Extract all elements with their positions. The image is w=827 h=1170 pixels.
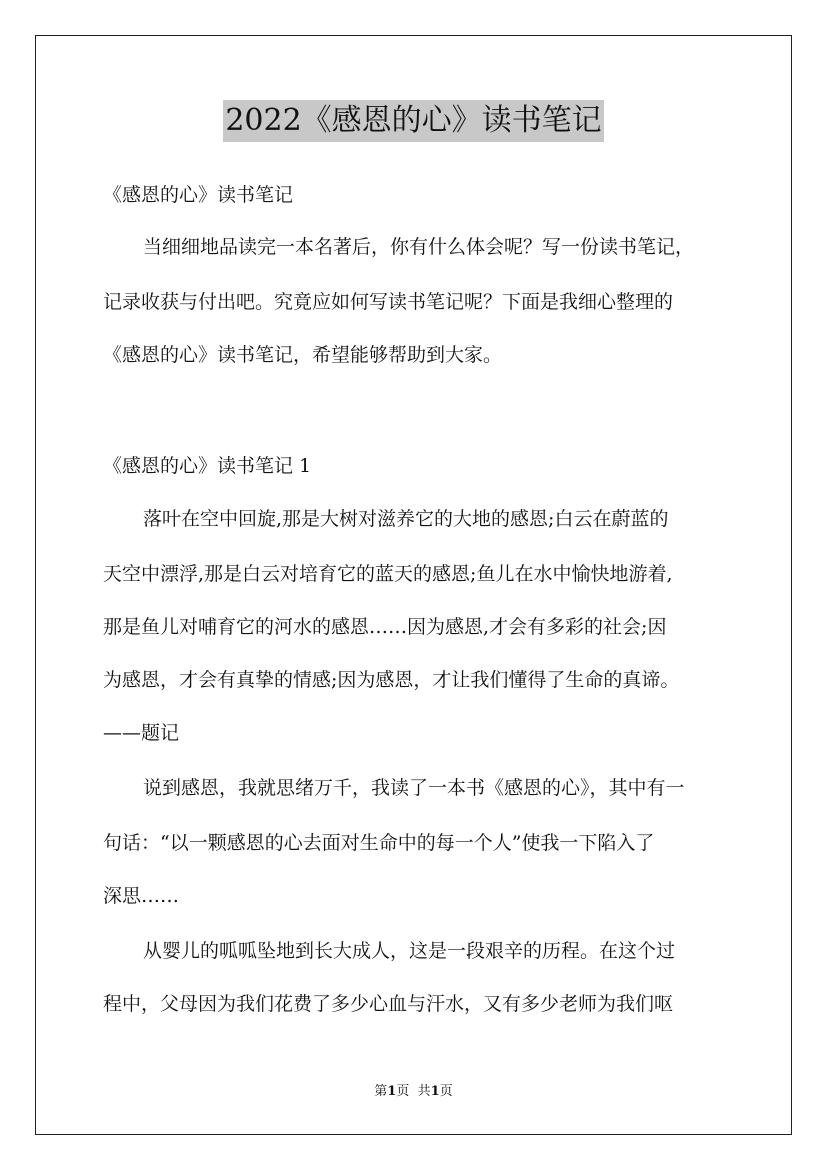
paragraph-line: 说到感恩，我就思绪万千，我读了一本书《感恩的心》，其中有一 bbox=[143, 777, 685, 799]
footer-page-prefix: 第 bbox=[374, 1084, 388, 1099]
epigraph-attribution: ——题记 bbox=[103, 722, 180, 744]
paragraph-line: 程中，父母因为我们花费了多少心血与汗水，又有多少老师为我们呕 bbox=[103, 993, 674, 1015]
page-footer bbox=[0, 1083, 827, 1101]
paragraph-line: 从婴儿的呱呱坠地到长大成人，这是一段艰辛的历程。在这个过 bbox=[143, 940, 676, 962]
paragraph-line: 那是鱼儿对哺育它的河水的感恩……因为感恩,才会有多彩的社会;因 bbox=[103, 616, 667, 638]
paragraph-line: 为感恩，才会有真挚的情感;因为感恩，才让我们懂得了生命的真谛。 bbox=[103, 669, 680, 691]
paragraph-line: 当细细地品读完一本名著后，你有什么体会呢？写一份读书笔记， bbox=[143, 236, 695, 258]
document-title: 2022《感恩的心》读书笔记 bbox=[223, 100, 603, 142]
title-container bbox=[0, 100, 827, 142]
paragraph-line: 天空中漂浮,那是白云对培育它的蓝天的感恩;鱼儿在水中愉快地游着, bbox=[103, 563, 673, 585]
paragraph-line: 句话：“以一颗感恩的心去面对生命中的每一个人”使我一下陷入了 bbox=[103, 832, 655, 854]
footer-page-number: 1 bbox=[387, 1084, 397, 1099]
footer-total-number: 1 bbox=[430, 1084, 440, 1099]
paragraph-line: 《感恩的心》读书笔记，希望能够帮助到大家。 bbox=[103, 344, 503, 366]
paragraph-line: 深思…… bbox=[103, 885, 180, 907]
footer-total-prefix: 共 bbox=[417, 1084, 431, 1099]
section-heading: 《感恩的心》读书笔记 1 bbox=[103, 455, 312, 477]
paragraph-line: 记录收获与付出吧。究竟应如何写读书笔记呢？下面是我细心整理的 bbox=[103, 291, 674, 313]
intro-heading: 《感恩的心》读书笔记 bbox=[103, 184, 294, 206]
footer-total-suffix: 页 bbox=[439, 1084, 453, 1099]
footer-page-suffix: 页 bbox=[396, 1084, 410, 1099]
paragraph-line: 落叶在空中回旋,那是大树对滋养它的大地的感恩;白云在蔚蓝的 bbox=[143, 508, 669, 530]
